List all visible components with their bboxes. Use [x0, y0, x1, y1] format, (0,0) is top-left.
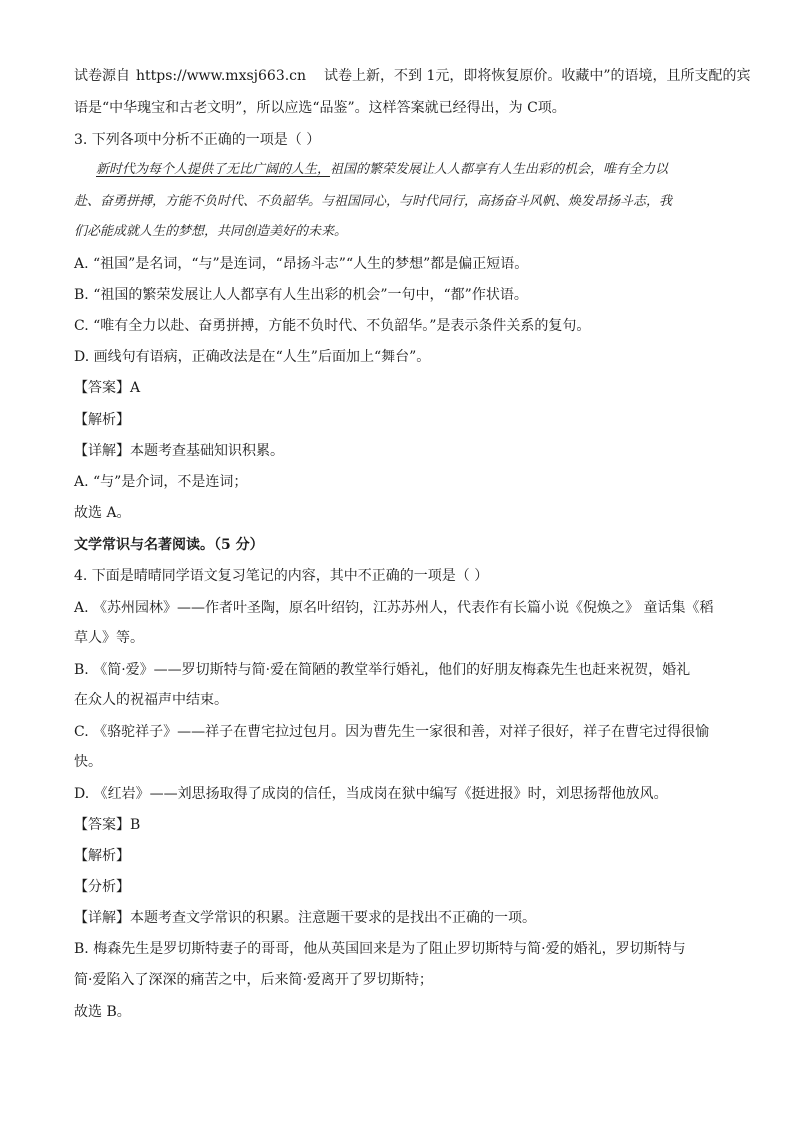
detail-text: 本题考查文学常识的积累。注意题干要求的是找出不正确的一项。	[130, 910, 536, 926]
q4-detail-line-3: 简·爱陷入了深深的痛苦之中，后来简·爱离开了罗切斯特；	[74, 972, 433, 988]
q3-option-a: A. “祖国”是名词，“与”是连词，“昂扬斗志”“人生的梦想”都是偏正短语。	[74, 256, 529, 272]
q4-detail	[74, 908, 724, 928]
q4-choose: 故选 B。	[74, 1004, 131, 1020]
q4-option-c-line-2: 快。	[74, 754, 102, 770]
header-line	[74, 66, 751, 86]
q3-stem: 3. 下列各项中分析不正确的一项是（ ）	[74, 132, 321, 148]
q4-option-c-line-1: C. 《骆驼祥子》——祥子在曹宅拉过包月。因为曹先生一家很和善，对祥子很好，祥子在曹宅过得很愉	[74, 724, 710, 740]
q4-stem: 4. 下面是晴晴同学语文复习笔记的内容，其中不正确的一项是（ ）	[74, 568, 489, 584]
q3-answer	[74, 378, 724, 398]
q4-option-a-line-2: 草人》等。	[74, 630, 144, 646]
q3-passage-line-3: 们必能成就人生的梦想，共同创造美好的未来。	[74, 224, 348, 239]
q3-detail	[74, 441, 724, 461]
detail-label: 【详解】	[74, 910, 130, 926]
q4-analysis-label: 【解析】	[74, 848, 130, 864]
q3-option-b: B. “祖国的繁荣发展让人人都享有人生出彩的机会”一句中，“都”作状语。	[74, 287, 528, 303]
detail-text: 本题考查基础知识积累。	[130, 443, 284, 459]
q3-passage-l1-rest: 祖国的繁荣发展让人人都享有人生出彩的机会，唯有全力以	[330, 162, 669, 177]
q3-detail-line-2: A. “与”是介词，不是连词；	[74, 474, 248, 490]
q3-underlined-sentence: 新时代为每个人提供了无比广阔的人生，	[96, 162, 331, 177]
section-title: 文学常识与名著阅读。（5 分）	[74, 537, 264, 553]
q3-passage-line-1	[96, 160, 724, 180]
answer-value: A	[130, 380, 141, 396]
answer-value: B	[130, 817, 141, 833]
detail-label: 【详解】	[74, 443, 130, 459]
q3-choose: 故选 A。	[74, 505, 131, 521]
q3-analysis-label: 【解析】	[74, 412, 130, 428]
q4-fenxi-label: 【分析】	[74, 879, 130, 895]
q4-option-d: D. 《红岩》——刘思扬取得了成岗的信任，当成岗在狱中编写《挺进报》时，刘思扬帮他放风。	[74, 786, 668, 802]
q3-option-c: C. “唯有全力以赴、奋勇拼搏，方能不负时代、不负韶华。”是表示条件关系的复句。	[74, 318, 591, 334]
answer-label: 【答案】	[74, 380, 130, 396]
answer-label: 【答案】	[74, 817, 130, 833]
source-label: 试卷源自	[74, 68, 130, 84]
q3-passage-line-2: 赴、奋勇拼搏，方能不负时代、不负韶华。与祖国同心，与时代同行，高扬奋斗风帆、焕发昂扬斗志，我	[74, 194, 673, 209]
q3-option-d: D. 画线句有语病，正确改法是在“人生”后面加上“舞台”。	[74, 349, 431, 365]
q4-option-a-line-1: A. 《苏州园林》——作者叶圣陶，原名叶绍钧，江苏苏州人，代表作有长篇小说《倪焕之》 童话集《稻	[74, 600, 714, 616]
previous-explanation: 语是“中华瑰宝和古老文明”，所以应选“品鉴”。这样答案就已经得出，为 C项。	[74, 100, 566, 116]
q4-option-b-line-1: B. 《简·爱》——罗切斯特与简·爱在简陋的教堂举行婚礼，他们的好朋友梅森先生也赶来祝贺，婚礼	[74, 662, 691, 678]
q4-answer	[74, 815, 724, 835]
header-rest: 试卷上新，不到 1元，即将恢复原价。收藏中”的语境，且所支配的宾	[324, 68, 751, 84]
q4-option-b-line-2: 在众人的祝福声中结束。	[74, 692, 228, 708]
q4-detail-line-2: B. 梅森先生是罗切斯特妻子的哥哥，他从英国回来是为了阻止罗切斯特与简·爱的婚礼，罗切斯特与	[74, 941, 686, 957]
source-url: https://www.mxsj663.cn	[136, 68, 307, 84]
